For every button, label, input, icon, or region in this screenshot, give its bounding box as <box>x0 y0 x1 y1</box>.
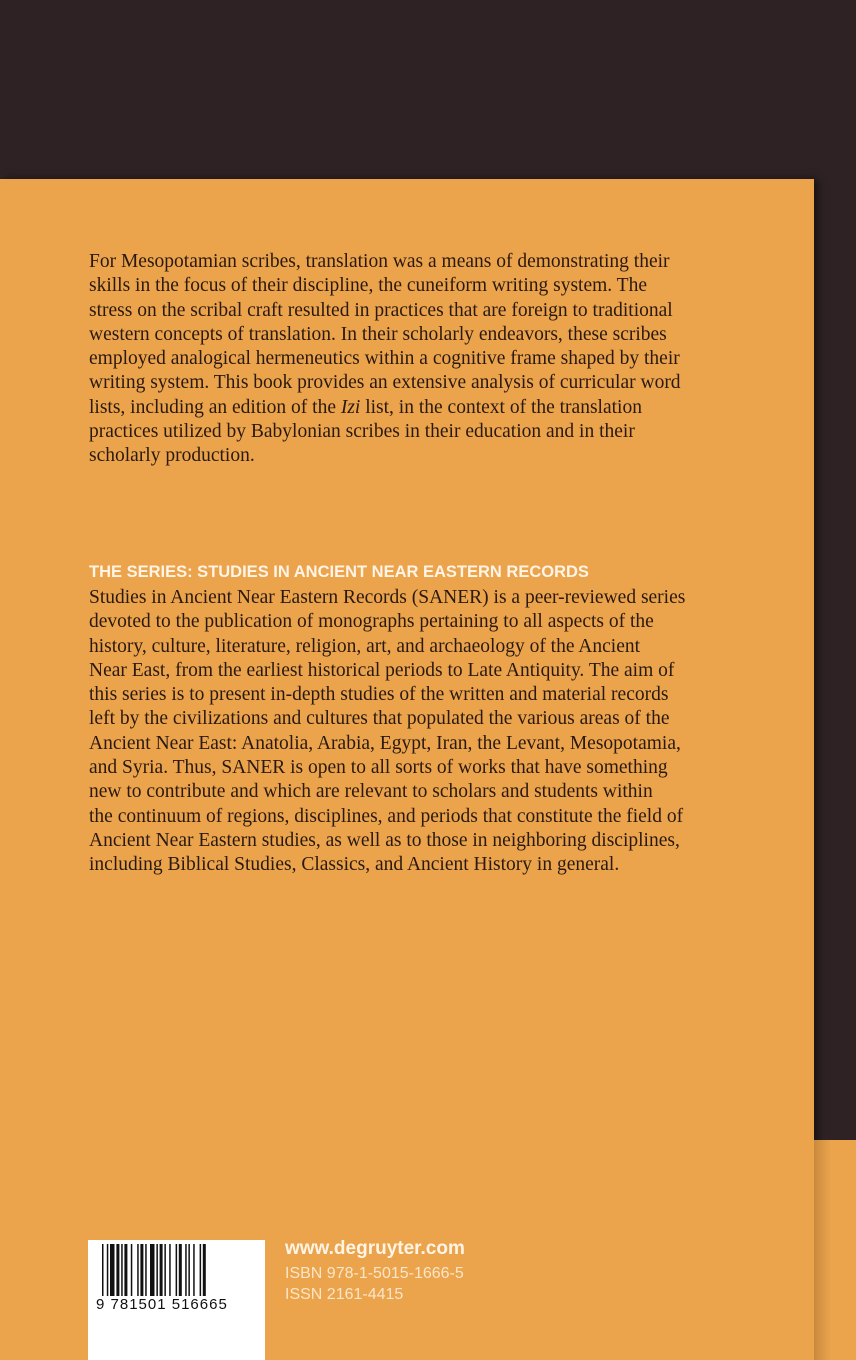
barcode-number: 9 781501 516665 <box>96 1296 228 1313</box>
barcode-bar <box>102 1244 104 1296</box>
description-line: writing system. This book provides an extensive analysis of curricular word <box>89 372 681 394</box>
description-line: western concepts of translation. In their scholarly endeavors, these scribes <box>89 323 667 345</box>
text: lists, including an edition of the <box>89 396 341 418</box>
description-line: employed analogical hermeneutics within a cognitive frame shaped by their <box>89 348 680 370</box>
barcode-bar <box>145 1244 147 1296</box>
series-line: Ancient Near East: Anatolia, Arabia, Egypt, Iran, the Levant, Mesopotamia, <box>89 732 681 754</box>
series-heading: THE SERIES: STUDIES IN ANCIENT NEAR EASTERN RECORDS <box>89 563 589 581</box>
barcode-bar <box>110 1244 115 1296</box>
barcode-bar <box>200 1244 202 1296</box>
series-line: this series is to present in-depth studies of the written and material records <box>89 684 669 706</box>
series-line: devoted to the publication of monographs pertaining to all aspects of the <box>89 611 654 633</box>
barcode-bar <box>164 1244 166 1296</box>
series-line: and Syria. Thus, SANER is open to all sorts of works that have something <box>89 757 668 779</box>
barcode-bar <box>121 1244 123 1296</box>
series-line: Studies in Ancient Near Eastern Records (SANER) is a peer-reviewed series <box>89 587 686 608</box>
barcode <box>88 1240 265 1360</box>
adjacent-cover-edge <box>814 1140 856 1360</box>
description-line: skills in the focus of their discipline, the cuneiform writing system. The <box>89 275 647 297</box>
series-line: the continuum of regions, disciplines, and periods that constitute the field of <box>89 805 684 827</box>
barcode-bar <box>116 1244 119 1296</box>
series-line: left by the civilizations and cultures that populated the various areas of the <box>89 708 670 730</box>
barcode-bar <box>193 1244 195 1296</box>
barcode-bar <box>169 1244 171 1296</box>
barcode-bar <box>107 1244 109 1296</box>
book-description <box>89 250 681 469</box>
barcode-bar <box>185 1244 187 1296</box>
description-line: For Mesopotamian scribes, translation was a means of demonstrating their <box>89 251 670 272</box>
barcode-bar <box>150 1244 155 1296</box>
issn: ISSN 2161-4415 <box>285 1286 404 1303</box>
description-line <box>89 396 681 420</box>
description-line: stress on the scribal craft resulted in practices that are foreign to traditional <box>89 299 673 321</box>
barcode-bar <box>137 1244 139 1296</box>
barcode-bar <box>140 1244 143 1296</box>
barcode-bar <box>179 1244 182 1296</box>
barcode-bars <box>102 1244 252 1296</box>
barcode-bar <box>131 1244 133 1296</box>
description-line: scholarly production. <box>89 445 255 467</box>
barcode-bar <box>124 1244 127 1296</box>
series-line: Ancient Near Eastern studies, as well as to those in neighboring disciplines, <box>89 829 680 851</box>
description-line: practices utilized by Babylonian scribes in their education and in their <box>89 421 635 443</box>
barcode-bar <box>188 1244 190 1296</box>
barcode-bar <box>160 1244 163 1296</box>
isbn: ISBN 978-1-5015-1666-5 <box>285 1265 464 1282</box>
series-line: history, culture, literature, religion, art, and archaeology of the Ancient <box>89 635 641 657</box>
barcode-bar <box>176 1244 178 1296</box>
izi-title: Izi <box>340 396 361 418</box>
barcode-bar <box>203 1244 206 1296</box>
publisher-url[interactable]: www.degruyter.com <box>285 1238 465 1259</box>
text: list, in the context of the translation <box>360 396 642 418</box>
series-line: including Biblical Studies, Classics, and Ancient History in general. <box>89 854 620 876</box>
series-line: new to contribute and which are relevant to scholars and students within <box>89 781 653 803</box>
barcode-bar <box>156 1244 158 1296</box>
series-description <box>89 586 685 878</box>
series-line: Near East, from the earliest historical periods to Late Antiquity. The aim of <box>89 659 675 681</box>
